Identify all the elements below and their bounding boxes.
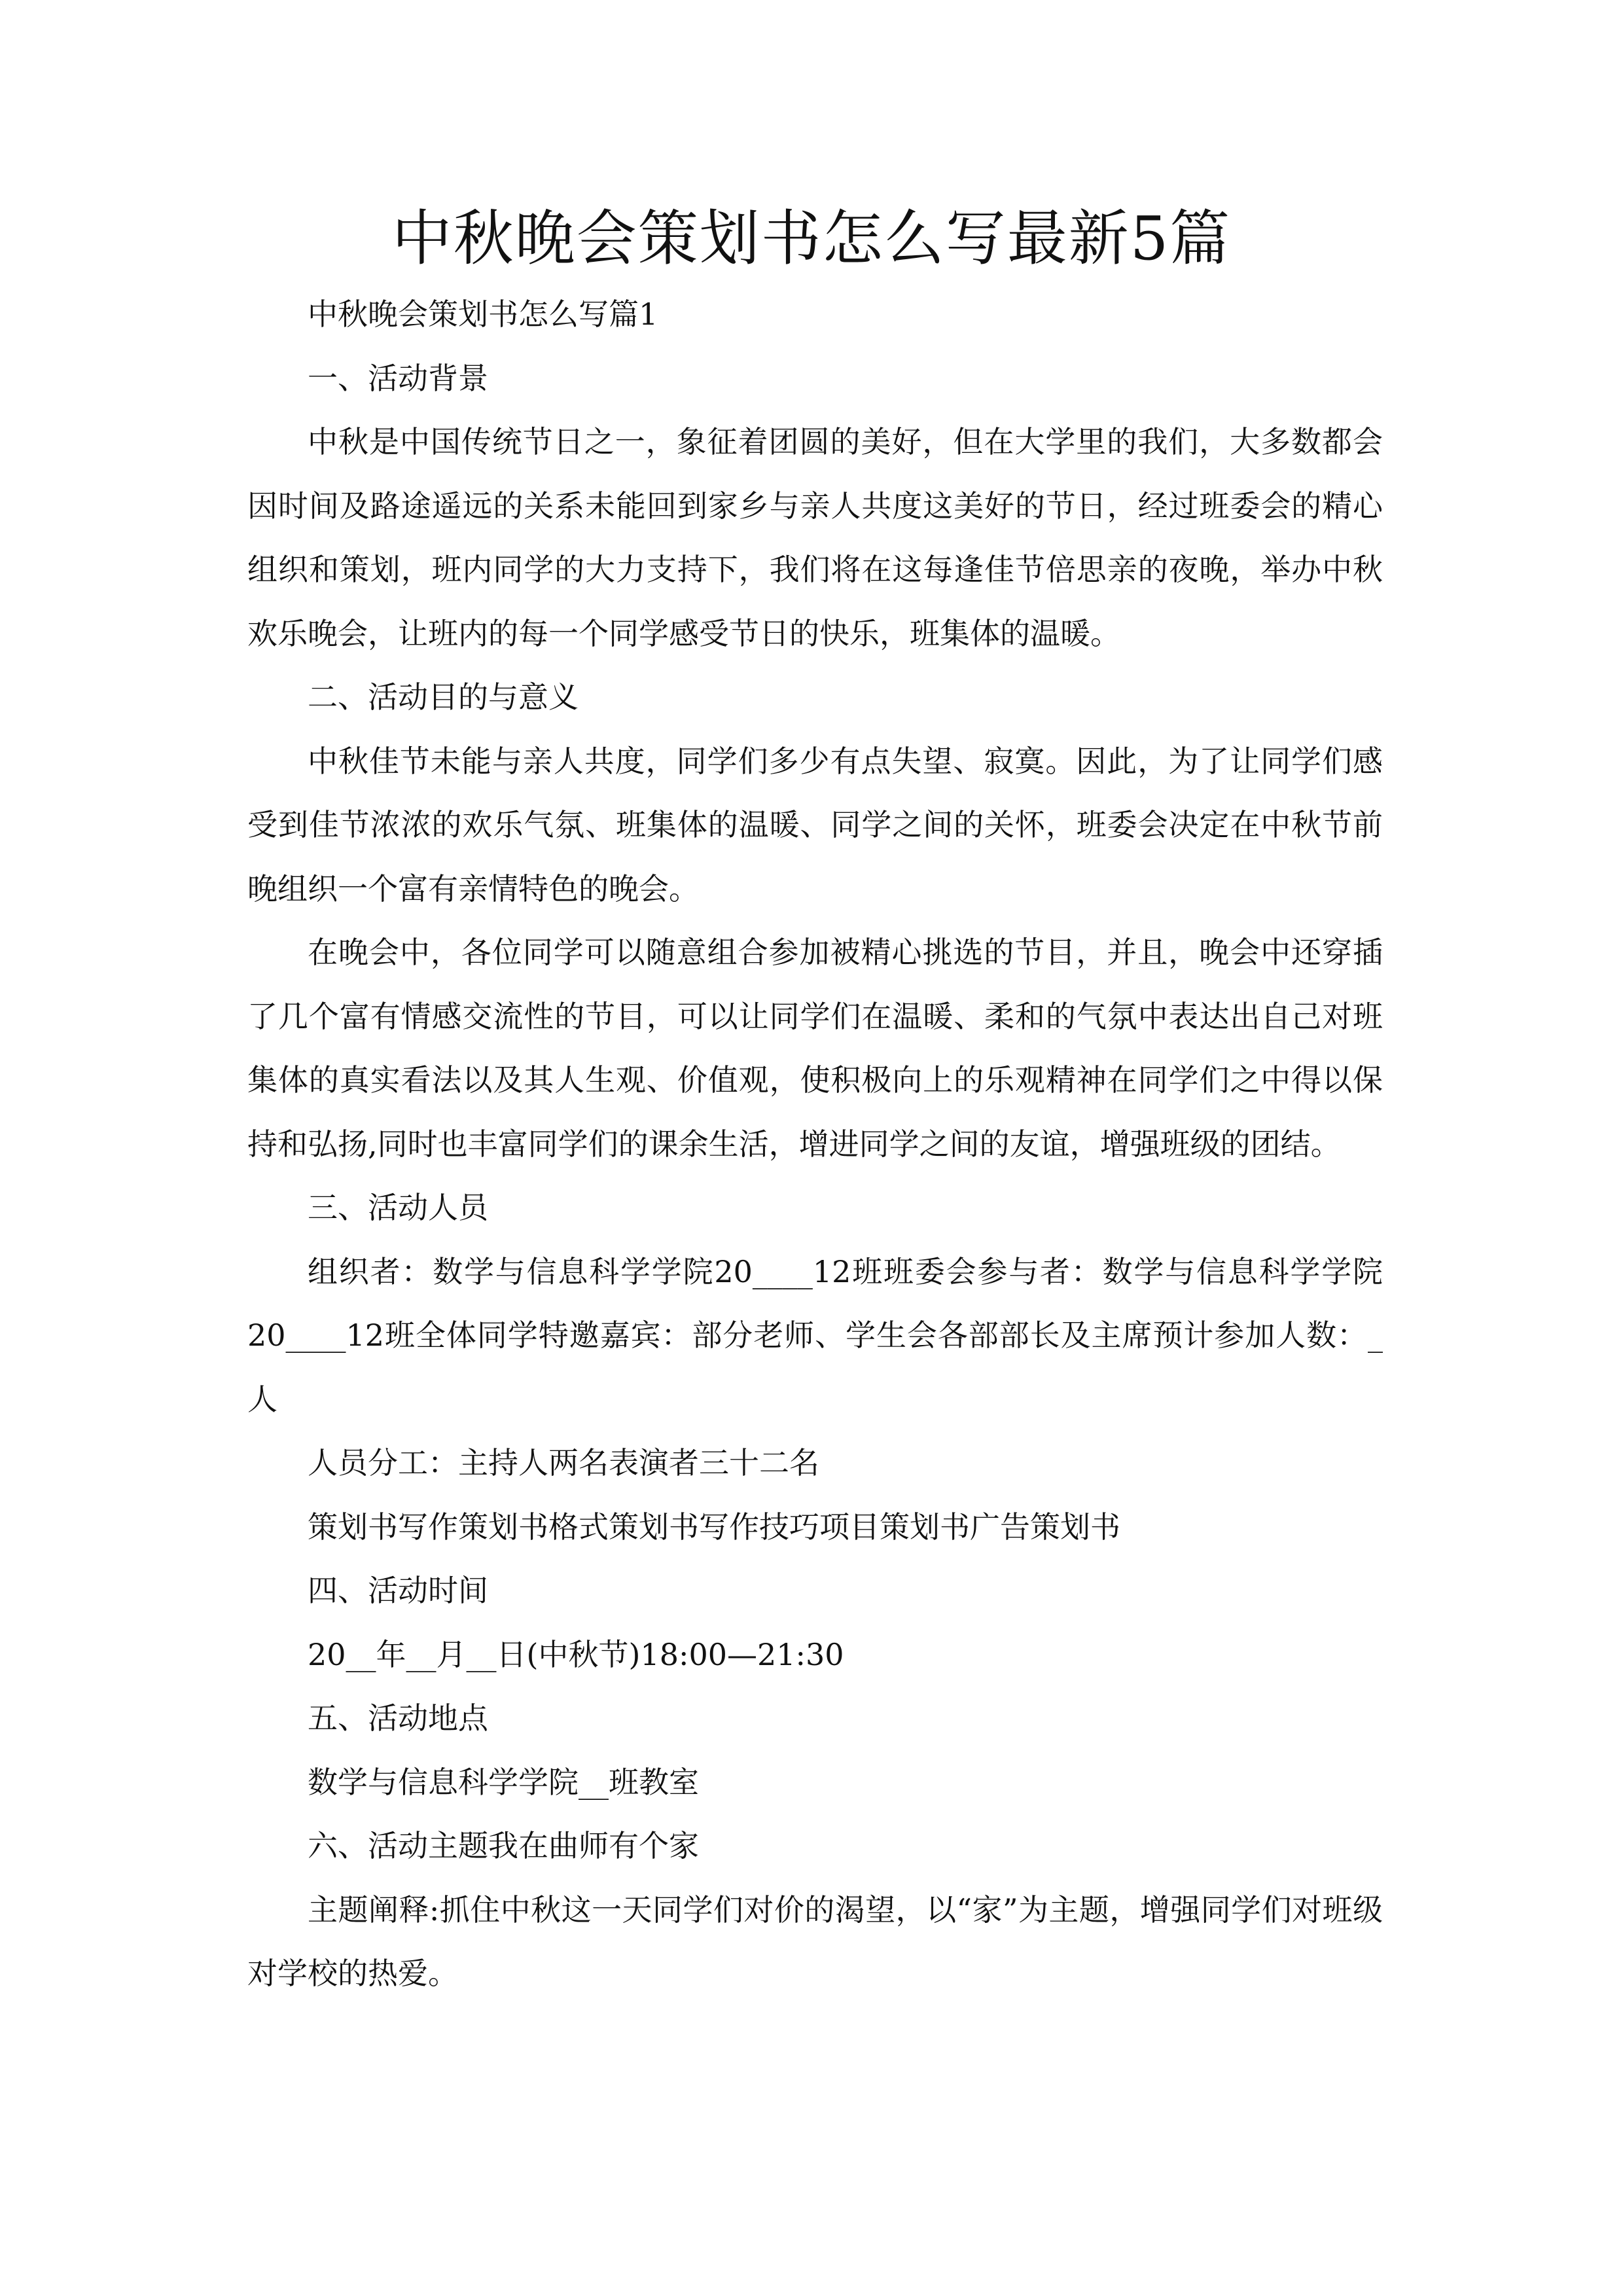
heading-time: 四、活动时间 (308, 1573, 488, 1608)
paragraph-background: 中秋是中国传统节日之一，象征着团圆的美好，但在大学里的我们，大多数都会因时间及路途遥远的关系未能回到家乡与亲人共度这美好的节日，经过班委会的精心组织和策划，班内同学的大力支持下，我们将在这每逢佳节倍思亲的夜晚，举办中秋欢乐晚会，让班内的每一个同学感受节日的快乐，班集体的温暖。 (247, 424, 1383, 651)
paragraph-keywords: 策划书写作策划书格式策划书写作技巧项目策划书广告策划书 (308, 1509, 1120, 1545)
paragraph-time: 20__年__月__日(中秋节)18:00—21:30 (308, 1636, 844, 1672)
document-title: 中秋晚会策划书怎么写最新5篇 (391, 204, 1232, 274)
paragraph-theme-explanation: 主题阐释:抓住中秋这一天同学们对价的渴望，以“家”为主题，增强同学们对班级对学校的热爱。 (247, 1892, 1383, 1991)
heading-purpose: 二、活动目的与意义 (308, 679, 579, 715)
heading-background: 一、活动背景 (308, 360, 488, 396)
document-body (247, 283, 1383, 2006)
paragraph-purpose: 中秋佳节未能与亲人共度，同学们多少有点失望、寂寞。因此，为了让同学们感受到佳节浓浓的欢乐气氛、班集体的温暖、同学之间的关怀，班委会决定在中秋节前晚组织一个富有亲情特色的晚会。 (247, 743, 1383, 906)
paragraph-staff-roles: 人员分工：主持人两名表演者三十二名 (308, 1445, 819, 1480)
paragraph-evening-program: 在晚会中，各位同学可以随意组合参加被精心挑选的节目，并且，晚会中还穿插了几个富有情感交流性的节目，可以让同学们在温暖、柔和的气氛中表达出自己对班集体的真实看法以及其人生观、价值观，使积极向上的乐观精神在同学们之中得以保持和弘扬,同时也丰富同学们的课余生活，增进同学之间的友谊，增强班级的团结。 (247, 935, 1383, 1162)
heading-theme: 六、活动主题我在曲师有个家 (308, 1828, 699, 1863)
heading-participants: 三、活动人员 (308, 1190, 488, 1225)
paragraph-organizers: 组织者：数学与信息科学学院20____12班班委会参与者：数学与信息科学学院20____12班全体同学特邀嘉宾：部分老师、学生会各部部长及主席预计参加人数：_人 (247, 1253, 1383, 1417)
heading-location: 五、活动地点 (308, 1700, 488, 1736)
section-heading-part1: 中秋晚会策划书怎么写篇1 (308, 296, 658, 332)
paragraph-location: 数学与信息科学学院__班教室 (308, 1764, 699, 1800)
